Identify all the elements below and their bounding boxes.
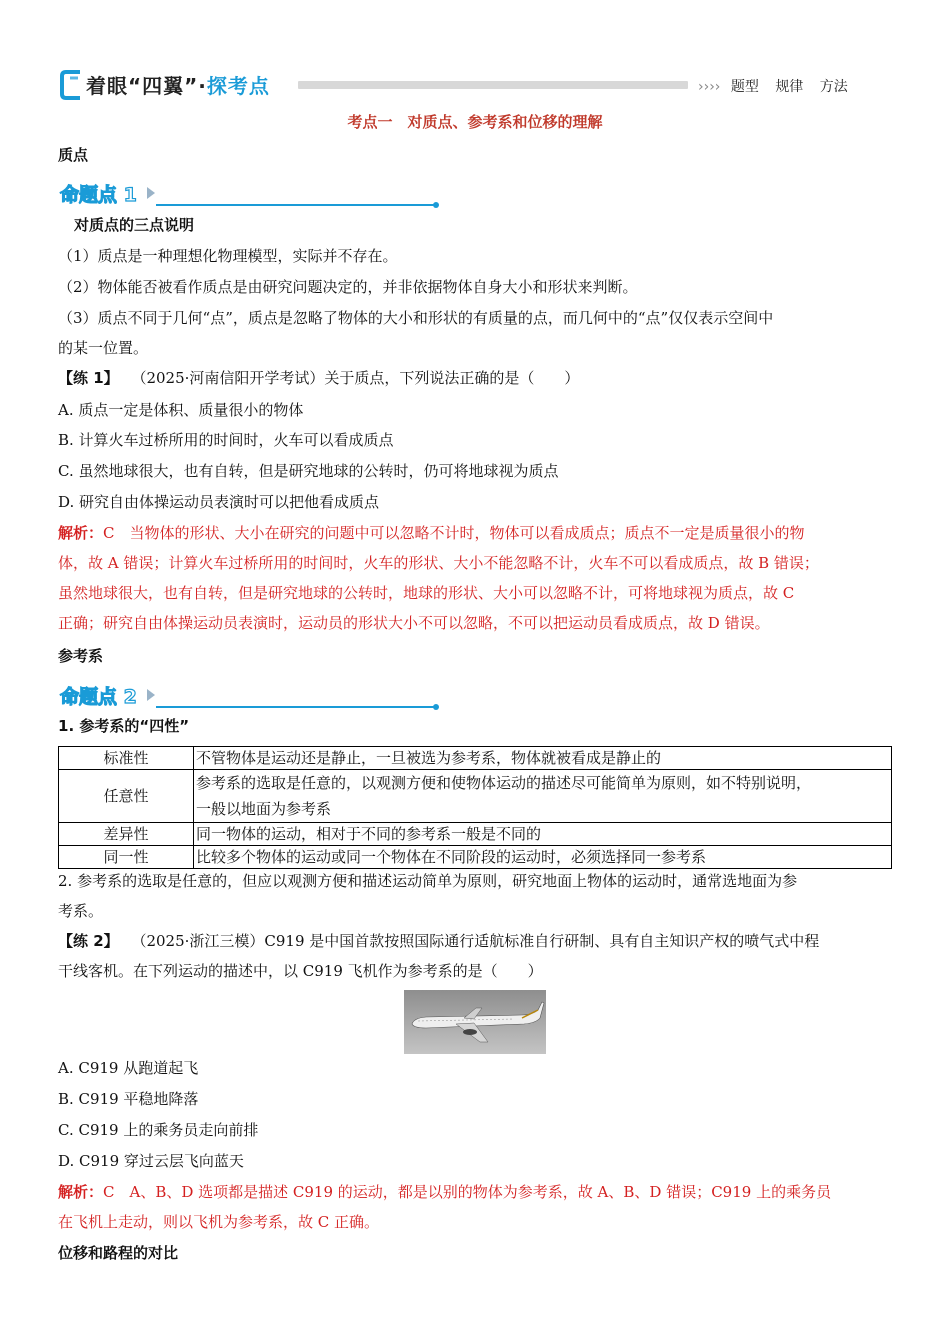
option-a: A. 质点一定是体积、质量很小的物体 — [58, 401, 304, 419]
answer-label: 解析： — [58, 1183, 104, 1201]
header-nav-item-method: 方法 — [819, 79, 848, 95]
header-logo-mark — [60, 70, 82, 100]
option-c: C. C919 上的乘务员走向前排 — [58, 1121, 259, 1139]
table-desc — [194, 770, 892, 823]
note-line: 考系。 — [58, 902, 104, 920]
answer-line: 在飞机上走动，则以飞机为参考系，故 C 正确。 — [58, 1213, 380, 1231]
dot-icon — [433, 704, 439, 710]
answer-line: 虽然地球很大，也有自转，但是研究地球的公转时，地球的形状、大小可以忽略不计，可将地球视为质点，故 C — [58, 584, 795, 602]
properties-table — [58, 746, 892, 869]
answer-label: 解析： — [58, 524, 104, 542]
answer-text: C A、B、D 选项都是描述 C919 的运动，都是以别的物体为参考系，故 A、B、D 错误；C919 上的乘务员 — [103, 1183, 832, 1201]
subheading — [58, 711, 890, 741]
option-c: C. 虽然地球很大，也有自转，但是研究地球的公转时，仍可将地球视为质点 — [58, 462, 559, 480]
header-title-accent: 探考点 — [206, 74, 270, 98]
note-line: 2. 参考系的选取是任意的，但应以观测方便和描述运动简单为原则，研究地面上物体的运动时，通常选地面为参 — [58, 872, 798, 890]
topic-heading-particle: 质点 — [58, 146, 89, 164]
table-key: 同一性 — [59, 846, 194, 869]
subheading: 对质点的三点说明 — [74, 216, 195, 234]
proposition-rule — [156, 204, 435, 206]
table-row — [59, 823, 892, 846]
table-desc: 同一物体的运动，相对于不同的参考系一般是不同的 — [194, 823, 892, 846]
section-title: 考点一 对质点、参考系和位移的理解 — [347, 113, 603, 131]
header-divider-bar — [298, 81, 688, 89]
header-nav-item-type: 题型 — [730, 79, 759, 95]
exercise-question: C919 是中国首款按照国际通行适航标准自行研制、具有自主知识产权的喷气式中程 — [264, 932, 820, 950]
triangle-icon — [147, 689, 155, 701]
airplane-photo — [404, 990, 546, 1054]
topic-heading-displacement: 位移和路程的对比 — [58, 1244, 179, 1262]
answer-line — [58, 1177, 890, 1207]
proposition-label: 命题点 2 — [60, 686, 137, 708]
table-row — [59, 747, 892, 770]
table-desc: 比较多个物体的运动或同一个物体在不同阶段的运动时，必须选择同一参考系 — [194, 846, 892, 869]
exercise-tag: 【练 1】 — [58, 369, 119, 387]
proposition-rule — [156, 706, 435, 708]
exercise-stem — [58, 363, 890, 393]
point-line: 的某一位置。 — [58, 339, 149, 357]
table-desc-line: 一般以地面为参考系 — [196, 800, 332, 818]
answer-line — [58, 518, 890, 548]
header-title — [86, 70, 270, 99]
exercise-tag: 【练 2】 — [58, 932, 119, 950]
table-key: 标准性 — [59, 747, 194, 770]
exercise-source: （2025·河南信阳开学考试） — [131, 369, 325, 387]
option-d: D. 研究自由体操运动员表演时可以把他看成质点 — [58, 493, 380, 511]
point-line: （1）质点是一种理想化物理模型，实际并不存在。 — [58, 247, 398, 265]
header-title-main: 着眼“四翼”· — [86, 74, 207, 98]
table-key: 任意性 — [59, 770, 194, 823]
table-key: 差异性 — [59, 823, 194, 846]
proposition-badge-1 — [58, 180, 443, 210]
header-nav-item-rule: 规律 — [775, 79, 804, 95]
exercise-question-cont: 干线客机。在下列运动的描述中，以 C919 飞机作为参考系的是（ ） — [58, 962, 543, 980]
subheading-text: . 参考系的“四性” — [68, 717, 190, 735]
table-row — [59, 770, 892, 823]
point-line: （3）质点不同于几何“点”，质点是忽略了物体的大小和形状的有质量的点，而几何中的“点”仅仅表示空间中 — [58, 309, 774, 327]
triangle-icon — [147, 187, 155, 199]
answer-line: 体，故 A 错误；计算火车过桥所用的时间时，火车的形状、大小不能忽略不计，火车不可以看成质点，故 B 错误； — [58, 554, 819, 572]
proposition-label: 命题点 1 — [60, 184, 137, 206]
dot-icon — [433, 202, 439, 208]
proposition-badge-2 — [58, 682, 443, 712]
option-b: B. C919 平稳地降落 — [58, 1090, 199, 1108]
table-desc-line: 参考系的选取是任意的，以观测方便和使物体运动的描述尽可能简单为原则，如不特别说明， — [196, 774, 812, 792]
header-nav — [698, 76, 860, 96]
option-d: D. C919 穿过云层飞向蓝天 — [58, 1152, 244, 1170]
header-arrows: ›››› — [698, 79, 721, 95]
answer-line: 正确；研究自由体操运动员表演时，运动员的形状大小不可以忽略，不可以把运动员看成质点，故 D 错误。 — [58, 614, 770, 632]
option-a: A. C919 从跑道起飞 — [58, 1059, 199, 1077]
exercise-question: 关于质点，下列说法正确的是（ ） — [324, 369, 580, 387]
option-b: B. 计算火车过桥所用的时间时，火车可以看成质点 — [58, 431, 394, 449]
point-line: （2）物体能否被看作质点是由研究问题决定的，并非依据物体自身大小和形状来判断。 — [58, 278, 638, 296]
exercise-source: （2025·浙江三模） — [131, 932, 265, 950]
table-desc: 不管物体是运动还是静止，一旦被选为参考系，物体就被看成是静止的 — [194, 747, 892, 770]
exercise-stem — [58, 926, 890, 956]
topic-heading-reference-frame: 参考系 — [58, 647, 104, 665]
subheading-number: 1 — [58, 717, 69, 735]
answer-text: C 当物体的形状、大小在研究的问题中可以忽略不计时，物体可以看成质点；质点不一定是质量很小的物 — [103, 524, 805, 542]
